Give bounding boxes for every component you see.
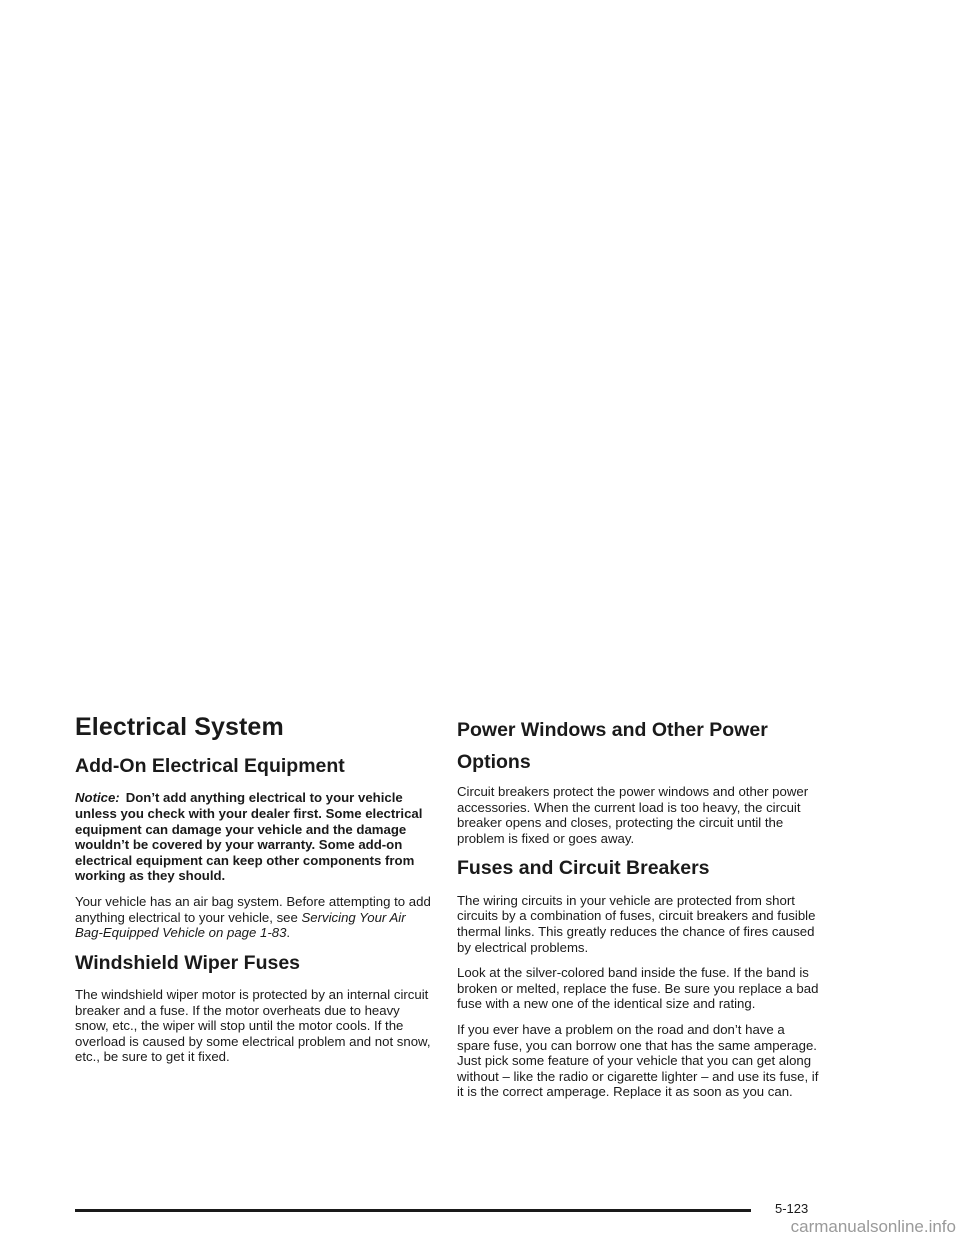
wiper-paragraph: The windshield wiper motor is protected by an internal circuit breaker and a fuse. If the motor overheats due to heavy snow, etc., the wiper will stop until the motor cools. If the overload is caused by some electrical problem and not snow, etc., be sure to get it fixed.	[75, 987, 431, 1065]
page-number: 5-123	[775, 1201, 809, 1216]
notice-paragraph	[75, 790, 437, 884]
air-bag-text-end: .	[286, 925, 291, 941]
right-column	[457, 712, 819, 1110]
windshield-wiper-fuses-heading: Windshield Wiper Fuses	[75, 951, 301, 974]
fuses-paragraph-2: Look at the silver-colored band inside the fuse. If the band is broken or melted, replace the fuse. Be sure you replace a bad fuse with a new one of the identical size and rating.	[457, 965, 819, 1012]
power-windows-heading: Power Windows and Other Power Options	[457, 719, 768, 773]
section-title: Electrical System	[75, 713, 284, 741]
left-column	[75, 712, 437, 1075]
notice-text: Don’t add anything electrical to your vehicle unless you check with your dealer first. Some electrical equipment can damage your vehicle and the damage wouldn’t be covered by your warranty. Some add-on electrical equipment can keep other components from working as they should.	[75, 790, 423, 884]
fuses-paragraph-1: The wiring circuits in your vehicle are protected from short circuits by a combination of fuses, circuit breakers and fusible thermal links. This greatly reduces the chance of fires caused by electrical problems.	[457, 892, 816, 955]
add-on-electrical-heading: Add-On Electrical Equipment	[75, 755, 345, 777]
watermark: carmanualsonline.info	[790, 1217, 956, 1236]
air-bag-text: Your vehicle has an air bag system. Before attempting to add anything electrical to your vehicle, see	[75, 893, 431, 925]
fuses-paragraph-3: If you ever have a problem on the road and don’t have a spare fuse, you can borrow one that has the same amperage. Just pick some feature of your vehicle that you can get along without – like the radio or cigarette lighter – and use its fuse, if it is the correct amperage. Replace it as soon as you can.	[457, 1021, 819, 1100]
air-bag-cross-reference-link[interactable]: Servicing Your Air Bag-Equipped Vehicle on page 1-83	[75, 909, 406, 941]
footer-rule	[75, 1209, 751, 1212]
notice-label: Notice:	[75, 790, 120, 806]
power-windows-paragraph: Circuit breakers protect the power windows and other power accessories. When the current load is too heavy, the circuit breaker opens and closes, protecting the circuit until the problem is fixed or goes away.	[457, 784, 809, 846]
air-bag-paragraph	[75, 894, 437, 941]
fuses-circuit-breakers-heading: Fuses and Circuit Breakers	[457, 857, 710, 880]
